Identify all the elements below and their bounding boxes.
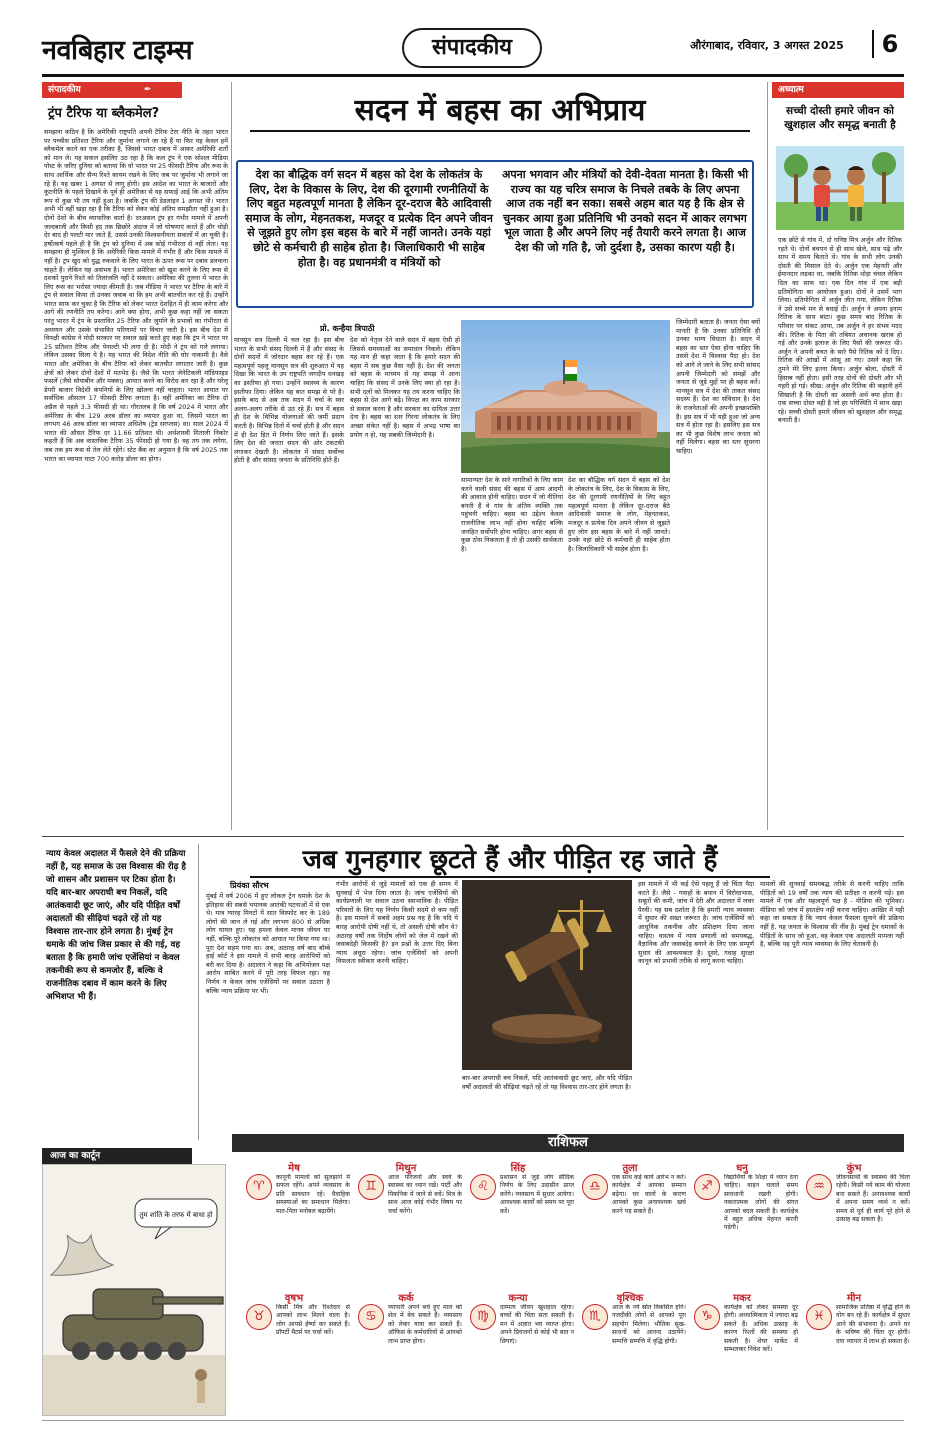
- horoscope-sign-name: सिंह: [510, 1163, 526, 1174]
- virgo-icon: ♍: [470, 1304, 496, 1330]
- gemini-icon: ♊: [358, 1174, 384, 1200]
- cartoon-speech: तुम शांति के तरफ में बाधा हो: [139, 1211, 213, 1219]
- horoscope-text: सामाजिक प्रतिष्ठा में वृद्धि होने के योग बन रहे हैं। कार्यक्षेत्र में सुधार आने की संभावना है। अपने घर के भविष्य की चिंता दूर होगी। दया व्यापार में लाभ हो सकता है।: [836, 1304, 910, 1345]
- horoscope-text: आज परिजनों और स्वयं के स्वास्थ्य का ध्यान रखें। पार्टी और पिकनिक में जाने से बचें। मित्र के साथ आज कोई गंभीर विषय पर चर्चा करेंगे।: [388, 1174, 462, 1215]
- main-column-4: देश का बौद्धिक वर्ग सदन में बहस को देश के लोकतंत्र के लिए, देश के विकास के लिए, देश की दूरगामी रणनीतियों के लिए बहुत महत्वपूर्ण मानता है लेकिन दूर-दराज बैठे आदिवासी समाज के लोग, मेहनतकश, मजदूर व प्रत्येक दिन अपने जीवन से जूझते हुए लोग इस बहस के बारे में नहीं जानते। उनके यहां छोटे से कर्मचारी ही साहेब होता है। जिलाधिकारी भी साहेब होता है।: [568, 476, 670, 553]
- horoscope-title: राशिफल: [232, 1134, 904, 1152]
- horoscope-sign-name: वृषभ: [284, 1293, 304, 1304]
- column-rule: [231, 82, 232, 830]
- main-headline: सदन में बहस का अभिप्राय: [354, 93, 646, 128]
- sagittarius-icon: ♐: [694, 1174, 720, 1200]
- taurus-icon: ♉: [246, 1304, 272, 1330]
- quote-box: [236, 160, 754, 308]
- pullquote-box: [42, 844, 190, 1170]
- aries-icon: ♈: [246, 1174, 272, 1200]
- horoscope-sign-name: तुला: [622, 1163, 638, 1174]
- horoscope-text: एक साथ कई कार्य आरंभ न करें। कार्यक्षेत्र में आपका सम्मान बढ़ेगा। घर वालों के कारण आपको कुछ अनावश्यक खर्च करने पड़ सकते हैं।: [612, 1174, 686, 1215]
- libra-icon: ♎: [582, 1174, 608, 1200]
- header-rule: [42, 74, 904, 77]
- horoscope-sign-name: मिथुन: [395, 1163, 417, 1174]
- second-column-3: बार-बार अपराधी बच निकलें, यदि आतंकवादी छूट जाएं, और यदि पीड़ित वर्षों अदालतों की सीढ़ियां चढ़ते रहें तो यह विश्वास तार-तार होने लगता है।: [462, 1074, 632, 1091]
- horoscope-text: कानूनी मामलों को सुलझाने में सफल रहेंगे। अपने व्यवसाय के प्रति सावधान रहें। वैवाहिक समस्याओं का समाधान मिलेगा। मात-पिता मनोबल बढ़ायेंगे।: [276, 1174, 350, 1215]
- main-author: प्रो. कन्हैया त्रिपाठी: [320, 324, 375, 333]
- horoscope-sign-name: वृश्चिक: [616, 1293, 644, 1304]
- cancer-icon: ♋: [358, 1304, 384, 1330]
- column-rule: [767, 82, 768, 830]
- second-column-4: इस मामले में भी कई ऐसे पहलू हैं जो चिंता पैदा करते हैं। जैसे - गवाहों के बयान में विरोधाभास, सबूतों की कमी, जांच में देरी और अदालत में लचर पैरवी। यह सब दर्शाता है कि हमारी न्याय व्यवस्था में सुधार की सख्त जरूरत है। जांच एजेंसियों को आधुनिक तकनीक और प्रशिक्षण दिया जाना चाहिए। वास्तव में न्याय प्रणाली को समयबद्ध, वैज्ञानिक और जवाबदेह बनाने के लिए एक सम्पूर्ण सुधार की आवश्यकता है। दूसरे, गवाह सुरक्षा कानून को प्रभावी तरीके से लागू करना चाहिए।: [638, 880, 754, 966]
- horoscope-text: प्रशासन से जुड़े लोग सौदिक निर्णय के लिए उदासीन प्राप्त करेंगे। व्यवसाय में सुधार आयेगा। आवश्यक कार्यों को समय पर पूरा करें।: [500, 1174, 574, 1215]
- dateline: औरंगाबाद, रविवार, 3 अगस्त 2025: [690, 39, 844, 52]
- cartoon-tab: आज का कार्टून: [42, 1148, 192, 1164]
- horoscope-text: व्यापारी अपने बचे हुए माल को सेल में बेच सकते हैं। व्यवसाय को लेकर यात्रा कर सकते हैं। ऑफिस के कर्मचारियों से आपको लाभ प्राप्त होगा।: [388, 1304, 462, 1345]
- spirituality-tab: अध्यात्म: [772, 82, 904, 98]
- scorpio-icon: ♏: [582, 1304, 608, 1330]
- horoscope-sign-name: मेष: [288, 1163, 300, 1174]
- horoscope-sign-name: मकर: [733, 1293, 751, 1304]
- horoscope-sign-name: धनु: [736, 1163, 748, 1174]
- pisces-icon: ♓: [806, 1304, 832, 1330]
- horoscope-sign-name: कुंभ: [846, 1163, 862, 1174]
- horoscope-text: किसी मित्र और रिश्तेदार से आपको लाभ मिलने वाला है। लोग आपसे ईर्ष्या कर सकते हैं। प्रॉपर्टी मैटर्स पर चर्चा करें।: [276, 1304, 350, 1337]
- footer-rule: [42, 1420, 904, 1421]
- editorial-headline: ट्रंप टैरिफ या ब्लैकमेल?: [48, 106, 160, 121]
- horoscope-text: दाम्पत्य जीवन खुशहाल रहेगा। बच्चों की चिंता सता सकती है। मन में अज्ञात भय व्याप्त होगा। अपने प्रियजनों से कोई भी बात न छिपाएं।: [500, 1304, 574, 1345]
- main-column-5: जिम्मेदारी बताता है। जनता ऐसा क्यों मानती है कि उनका प्रतिनिधि ही उनका भाग्य विधाता है। सदन में बहस का स्तर ऐसा होना चाहिए कि उससे देश में विश्वास पैदा हो। देश को आगे ले जाने के लिए सभी सांसद अपनी जिम्मेदारी को समझें और जनता से जुड़े मुद्दों पर ही बहस करें। मानसून सत्र में देश की ताकत संसद सदस्य हैं। देश का संविधान है। देश के राजनेताओं की अपनी इच्छाशक्ति है। इस सत्र में भी यही हुआ जो अन्य सत्र में होता रहा है। इसलिए इस सत्र का भी कुछ विशेष लाभ जनता को नहीं मिलेगा। बहस का स्तर सुधरना चाहिए।: [676, 318, 760, 455]
- headline-rule: [250, 130, 750, 132]
- second-column-1: मुंबई में वर्ष 2006 में हुए लोकल ट्रेन धमाके देश के इतिहास की सबसे भयानक आतंकी घटनाओं में से एक थे। मात्र ग्यारह मिनटों में सात विस्फोट कर के 189 लोगों की जान ले गई और लगभग 800 से अधिक लोग घायल हुए। यह हमला केवल मानव जीवन पर नहीं, बल्कि पूरे लोकतंत्र को आघात पर किया गया था। पूरा देश सहम गया था। अब, अठारह वर्ष बाद बॉम्बे हाई कोर्ट ने इस मामले में सभी बारह आरोपियों को बरी कर दिया है। अदालत ने कहा कि अभियोजन पक्ष आरोप साबित करने में पूरी तरह विफल रहा। यह निर्णय न केवल जांच एजेंसियों पर सवाल उठाता है बल्कि न्याय प्रक्रिया पर भी।: [206, 892, 330, 995]
- horoscope-sign-name: मीन: [846, 1293, 862, 1304]
- gavel-photo: [462, 880, 632, 1070]
- horoscope-sign-name: कर्क: [398, 1293, 414, 1304]
- parliament-photo: [461, 320, 670, 473]
- masthead: नवबिहार टाइम्स: [42, 35, 193, 66]
- cartoon: [42, 1164, 226, 1416]
- editorial-tab-label: संपादकीय: [48, 85, 81, 95]
- quote-right: अपना भगवान और मंत्रियों को देवी-देवता मानता है। किसी भी राज्य का यह चरित्र समाज के निचले तबके के लिए अपना आज तक नहीं बन सका। सबसे अहम बात यह है कि क्षेत्र से चुनकर आया हुआ प्रतिनिधि भी उनको सदन में आकर लगभग भूल जाता है और अपने लिए नई तैयारी करने लगता है। आज देश की जो गति है, जो दुर्दशा है, उसका कारण यही है।: [501, 168, 749, 254]
- main-column-3: सामान्यतः देश के सारे नागरिकों के लिए काम करने वाली संसद की बहस में आम आदमी की आवाज होनी चाहिए। सदन में जो नीतियां बनती हैं वे गांव के अंतिम व्यक्ति तक पहुंचनी चाहिए। बहस का उद्देश्य केवल राजनीतिक लाभ नहीं होना चाहिए बल्कि जनहित सर्वोपरि होना चाहिए। अगर बहस से कुछ ठोस निकलता है तो ही उसकी सार्थकता है।: [461, 476, 563, 553]
- horoscope-text: कार्यक्षेत्र को लेकर समस्या दूर होगी। अध्यात्मिकता में ज्यादा बढ़ सकते हैं। अधिक उत्साह के कारण रिश्तों की समस्या हो सकती है। शेयर मार्केट में सम्भलकर निवेश करें।: [724, 1304, 798, 1354]
- second-author: प्रियंका सौरभ: [230, 881, 269, 890]
- aquarius-icon: ♒: [806, 1174, 832, 1200]
- second-column-5: मामलों की सुनवाई समयबद्ध तरीके से करनी चाहिए ताकि पीड़ितों को 19 वर्षों तक न्याय की प्रतीक्षा न करनी पड़े। इस मामले में एक और महत्वपूर्ण पक्ष है - मीडिया की भूमिका। मीडिया को जांच में हस्तक्षेप नहीं करना चाहिए। आखिर में यही कहा जा सकता है कि न्याय केवल फैसला सुनाने की प्रक्रिया नहीं है, यह जनता के विश्वास की नींव है। मुंबई ट्रेन धमाकों के पीड़ितों के साथ जो हुआ, वह केवल एक अदालती मामला नहीं है, बल्कि यह पूरी न्याय व्यवस्था के लिए चेतावनी है।: [760, 880, 904, 949]
- leo-icon: ♌: [470, 1174, 496, 1200]
- main-column-2: देश को नेतृत्व देने वाले सदन में बहस ऐसी हो जिससे समस्याओं का समाधान निकले। लेकिन यह मान ही कहा जाता है कि हमारे सदन की बहस में सब कुछ वैसा नहीं है। देश की जनता को बहस के माध्यम से यह समझ में आना चाहिए कि संसद में उनके लिए क्या हो रहा है। सभी दलों को मिलकर यह तय करना चाहिए कि बहस से देश आगे बढ़े। विपक्ष का काम सरकार से सवाल करना है और सरकार का दायित्व उत्तर देना है। बहस का स्तर गिरना लोकतंत्र के लिए अच्छा संकेत नहीं है। बहस में अभद्र भाषा का प्रयोग न हो, यह सबकी जिम्मेदारी है।: [350, 336, 460, 439]
- quote-left: देश का बौद्धिक वर्ग सदन में बहस को देश के लोकतंत्र के लिए, देश के विकास के लिए, देश की दूरगामी रणनीतियों के लिए बहुत महत्वपूर्ण मानता है लेकिन दूर-दराज बैठे आदिवासी समाज के लोग, मेहनतकश, मजदूर व प्रत्येक दिन अपने जीवन से जूझते हुए लोग इस बहस के बारे में नहीं जानते। उनके यहां छोटे से कर्मचारी ही साहेब होता है। जिलाधिकारी भी साहेब होता है। वह प्रधानमंत्री व मंत्रियों को: [245, 168, 493, 269]
- main-column-1: मानसून सत्र दिल्ली में चल रहा है। इस बीच भारत के सभी संसद दिल्ली में हैं और संसद के दोनों सदनों में जोरदार बहस कर रहे हैं। एक महत्वपूर्ण पहलू मानसून सत्र की शुरुआत में यह दिखा कि भारत के उप राष्ट्रपति जगदीप धनखड़ का इस्तीफा हो गया। उन्होंने स्वास्थ्य के कारण इस्तीफा दिया। लेकिन यह बात समझ से परे है। इसके बाद से अब तक सदन में चर्चा के स्वर अलग-अलग तरीके से उठ रहे हैं। सत्र में बहस ही देश के विभिन्न योजनाओं की जमीं प्रदान करती है। विभिन्न दिनों में चर्चा होती है और सदन में ही देश हित में निर्णय लिए जाते हैं। इसके लिए देश की जनता सदन की ओर टकटकी लगाकर देखती है। लोकतंत्र में संसद सर्वोच्च होती है और सांसद जनता के प्रतिनिधि होते हैं।: [234, 336, 344, 465]
- horoscope-text: आज के नये स्रोत विकसित होंगे। नजदीकी लोगों से आपको पूरा सहयोग मिलेगा। भौतिक सुख-साधनों को आनन्द उठायेंगे। सम्पत्ति सम्पत्ति में वृद्धि होगी।: [612, 1304, 686, 1345]
- spirituality-body: एक छोटे से गांव में, दो घनिष्ठ मित्र अर्जुन और रितिक रहते थे। दोनों बचपन से ही साथ खेले, साथ पढ़े और साथ में समय बिताते थे। गांव के सभी लोग उनकी दोस्ती की मिसाल देते थे। अर्जुन एक मेहनती और ईमानदार लड़का था, जबकि रितिक थोड़ा चंचल लेकिन दिल का साफ था। एक दिन गांव में एक बड़ी प्रतियोगिता का आयोजन हुआ। दोनों ने उसमें भाग लिया। प्रतियोगिता में अर्जुन जीत गया, लेकिन रितिक ने उसे सच्चे मन से बधाई दी। अर्जुन ने अपना इनाम रितिक के साथ बांटा। कुछ समय बाद रितिक के परिवार पर संकट आया, तब अर्जुन ने हर संभव मदद की। रितिक के पिता की तबियत अचानक खराब हो गई और उनके इलाज के लिए पैसों की जरूरत थी। अर्जुन ने अपनी बचत के सारे पैसे रितिक को दे दिए। रितिक की आंखों में आंसू आ गए। उसने कहा कि तुमने मेरे लिए इतना किया। अर्जुन बोला, दोस्ती में हिसाब नहीं होता। इसी तरह दोनों की दोस्ती और भी गहरी हो गई। सीख: अर्जुन और रितिक की कहानी हमें सिखाती है कि दोस्ती का असली अर्थ क्या होता है। एक सच्चा दोस्त वही है जो हर परिस्थिति में साथ खड़ा रहे। सच्ची दोस्ती हमारे जीवन को खुशहाल और समृद्ध बनाती है।: [778, 236, 902, 425]
- friends-illustration: [776, 146, 904, 230]
- spirituality-headline: सच्ची दोस्ती हमारे जीवन को खुशहाल और समृद्ध बनाती है: [784, 105, 896, 131]
- editorial-tab: [42, 82, 182, 98]
- headline-rule: [250, 876, 770, 878]
- capricorn-icon: ♑: [694, 1304, 720, 1330]
- horoscope-sign-name: कन्या: [508, 1293, 528, 1304]
- page-number: 6: [872, 30, 902, 58]
- section-rule: [42, 836, 904, 837]
- editorial-body: समझना कठिन है कि अमेरिकी राष्ट्रपति अपनी टैरिफ टेरर नीति के तहत भारत पर पच्चीस प्रतिशत टैरिफ और जुर्माना लगाने जा रहे हैं या फिर यह केवल हमें ब्लैकमेल करने का एक तरीका है, जिससे भारत दबाव में आकर अमेरिकी शर्तों को मान ले। यह सवाल इसलिए उठ रहा है कि कल ट्रंप ने एक सोशल मीडिया पोस्ट के जरिए दुनिया को बताया कि वो भारत पर 25 फीसदी टैरिफ और रूस के साथ आर्थिक और सैन्य रिश्ते कायम रखने के लिए जब पर जुर्माना भी लगाने जा रहे हैं। यह खबर 1 अगस्त से लागू होगी। इस आदेश का भारत के बाजारों और कूटनीति के पहले दिखाने के पूर्व ही अमेरिका से यह सफाई आई कि अभी अंतिम रूप से कुछ भी तय नहीं हुआ है। जबकि ट्रंप की डेडलाइन 1 अगस्त थी। भारत अभी भी वहीं खड़ा रहा है कि टैरिफ को लेकर कोई अंतिम समझौता नहीं हुआ है। दोनों देशों के बीच व्यापारिक वार्ता है। दरअसल ट्रंप हर गंभीर मामले में अपनी जल्दबाजी और किसी हद तक छिछोरे अंदाज में जो घोषणाएं करते हैं और थोड़ी देर बाद ही पलटी मार जाते हैं, उससे उनकी विश्वसनीयता सवालों में आ चुकी है। हर्षोत्कर्ष पहले ही है कि ट्रंप को दुनिया में अब कोई गंभीरता से नहीं लेता। यह समझना ही मुश्किल है कि अमेरिकी किस मामले में गंभीर है और किस मामले में नहीं है। ट्रंप खुद को युद्ध रुकवाने के लिए भारत के ऊपर रूस पर दबाव डलवाना चाहते हैं। लेकिन यह असंभव है। भारत अमेरिका को खुश करने के लिए रूस से दशकों पुराने रिश्ते को तिलांजलि नहीं दे सकता। अमेरिका की तुलना में भारत के लिए रूस का भरोसा ज्यादा कीमती है। जब मीडिया ने भारत पर टैरिफ के बारे में ट्रंप से सवाल किया तो उनका जवाब था कि हम अभी बातचीत कर रहे हैं। उन्होंने भारत साफ कर चुका है कि टैरिफ को लेकर भारत देशहित में ही काम करेगा और आगे की रणनीति तय करेगा। आगे क्या होगा, अभी कुछ कहा नहीं जा सकता परंतु भारत में ट्रंप के प्रस्तावित 25 टैरिफ और जुर्माने के प्रभावों का गंभीरता से अध्ययन और उसके संभावित परिणामों पर विचार जारी है। इस बीच देश में विपक्षी कांग्रेस ने मोदी सरकार पर सवाल खड़े करते हुए कहा कि ट्रंप ने भारत पर 25 प्रतिशत टैरिफ और पेनाल्टी भी लगा दी है। मोदी ने ट्रंप को गले लगाया। लेकिन उसका सिला ये है। यह भारत की विदेश नीति की घोर नाकामी है। वैसे भारत और अमेरिका के बीच टैरिफ को लेकर बातचीत लगातार जारी है। कुछ क्षेत्रों को लेकर दोनों देशों में मतभेद है। जैसे कि भारत जेनेटिकली मॉडिफाइड फसलें (जैसे सोयाबीन और मक्का) आयात करने का विरोध कर रहा है और घरेलू डेयरी बाजार विदेशी कंपनियों के लिए खोलना नहीं चाहता। भारत आयात पर सर्वाधिक औसतन 17 फीसदी टैरिफ लगाता है। वहीं अमेरिका का टैरिफ दो अप्रैल से पहले 3.3 फीसदी ही था। गौरतलब है कि वर्ष 2024 में भारत और अमेरिका के बीच 129 अरब डॉलर का व्यापार हुआ था, जिसमें भारत का लगभग 46 अरब डॉलर का व्यापार अधिशेष (ट्रेड सरप्लस) था। साल 2024 में भारत की औसत टैरिफ दर 11.66 प्रतिशत थी। अर्थशास्त्री मिताली निकोर कहती हैं कि अब वास्तविक टैरिफ 35 फीसदी हो गया है। वह तय तक लगेगा, जब तक हम रूस से तेल लेते रहेंगे। स्टेट बैंक का अनुमान है कि वर्ष 2025 तक भारत का व्यापार घाटा 700 करोड़ डॉलर का होगा।: [44, 128, 228, 463]
- second-headline: जब गुनहगार छूटते हैं और पीड़ित रह जाते हैं: [302, 845, 718, 875]
- pen-icon: ✒: [143, 85, 152, 95]
- column-rule: [198, 844, 199, 1140]
- section-title: संपादकीय: [402, 28, 542, 68]
- second-column-2: गंभीर आरोपों से जुड़े मामलों को एक ही समय में सुनवाई में भेज दिया जाता है। जांच एजेंसियों की कार्यप्रणाली पर सवाल उठना स्वाभाविक है। पीड़ित परिवारों के लिए यह निर्णय किसी सदमे से कम नहीं है। इस मामले में सबसे अहम प्रश्न यह है कि यदि ये बारह आरोपी दोषी नहीं थे, तो असली दोषी कौन थे? अठारह वर्षों तक निर्दोष लोगों को जेल में रखने की जवाबदेही किसकी है? इन प्रश्नों के उत्तर दिए बिना न्याय अधूरा रहेगा। जांच एजेंसियों को अपनी विफलता स्वीकार करनी चाहिए।: [336, 880, 458, 966]
- pullquote-text: न्याय केवल अदालत में फैसले देने की प्रक्रिया नहीं है, यह समाज के उस विश्वास की रीढ़ है जो शासन और प्रशासन पर टिका होता है। यदि बार-बार अपराधी बच निकलें, यदि आतंकवादी छूट जाएं, और यदि पीड़ित वर्षों अदालतों की सीढ़ियां चढ़ते रहें तो यह विश्वास तार-तार होने लगता है। मुंबई ट्रेन धमाके की जांच जिस प्रकार से की गई, वह बताता है कि हमारी जांच एजेंसियां न केवल तकनीकी रूप से कमजोर हैं, बल्कि वे राजनीतिक दबाव में काम करने के लिए अभिशप्त भी हैं।: [46, 849, 186, 1002]
- horoscope-text: विद्यार्थियों के शिक्षा में ध्यान देना चाहिए। वाहन चलाते समय सावधानी रखनी होगी। नकारात्मक लोगों की संगत आपको बदल सकती है। कार्यक्षेत्र में बहुत अधिक मेहनत करनी पड़ेगी।: [724, 1174, 798, 1232]
- horoscope-text: जीवनसाथी के स्वास्थ्य की चिंता रहेगी। किसी नये काम की योजना बना सकते हैं। अनावश्यक कार्यों में अपना समय व्यर्थ न करें। समय से पूर्व ही कार्य पूरे होने से उत्साह बढ़ सकता है।: [836, 1174, 910, 1224]
